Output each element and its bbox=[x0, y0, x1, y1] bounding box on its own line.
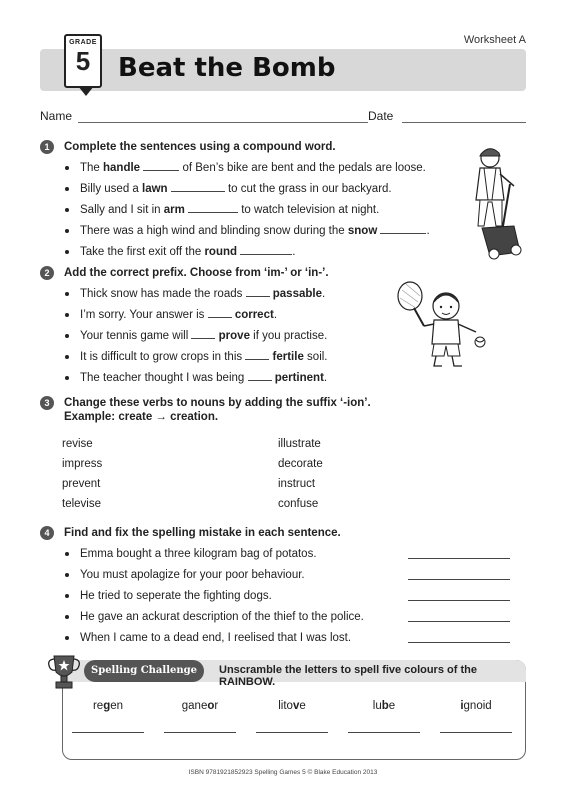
letters: lito bbox=[278, 700, 293, 712]
footer-isbn: ISBN 9781921852923 Spelling Games 5 © Blake Education 2013 bbox=[188, 769, 378, 776]
answer-blank[interactable] bbox=[240, 245, 292, 255]
verb-item bbox=[62, 438, 114, 450]
letters: gnoid bbox=[463, 700, 492, 712]
q2-sentence bbox=[40, 370, 526, 391]
sentence-text: Billy used a bbox=[80, 183, 143, 195]
q3-heading bbox=[40, 396, 526, 424]
first-letter: b bbox=[381, 700, 389, 712]
trophy-icon bbox=[44, 652, 84, 692]
sentence-text: The bbox=[80, 162, 104, 174]
correction-line[interactable] bbox=[408, 642, 510, 643]
q1-number: 1 bbox=[40, 140, 54, 154]
verb-item bbox=[278, 498, 330, 510]
prefix-blank[interactable] bbox=[191, 329, 215, 339]
sentence-text: He tried to seperate the fighting dogs. bbox=[80, 590, 272, 602]
date-label: Date bbox=[368, 109, 394, 123]
q4-sentence bbox=[40, 588, 526, 609]
q1-sentence bbox=[40, 181, 526, 202]
sentence-text: to cut the grass in our backyard. bbox=[224, 183, 392, 195]
sentence-text: He gave an ackurat description of the thief to the police. bbox=[80, 611, 364, 623]
colour-answer-line[interactable] bbox=[348, 732, 420, 733]
letters: gane bbox=[181, 700, 208, 712]
keyword: prove bbox=[218, 330, 250, 342]
colour-answer-line[interactable] bbox=[164, 732, 236, 733]
spelling-challenge-label: Spelling Challenge bbox=[84, 660, 204, 682]
sentence-text: of Ben’s bike are bent and the pedals are loose. bbox=[179, 162, 426, 174]
verb-item bbox=[62, 458, 114, 470]
scrambled-word bbox=[160, 700, 240, 712]
sentence-text: . bbox=[323, 372, 328, 384]
letters: e bbox=[299, 700, 306, 712]
man-mowing-lawn-illustration bbox=[462, 140, 532, 260]
keyword: lawn bbox=[142, 183, 168, 195]
sentence-text: There was a high wind and blinding snow during the bbox=[80, 225, 348, 237]
sentence-text: if you practise. bbox=[249, 330, 328, 342]
keyword: handle bbox=[103, 162, 141, 174]
prefix-blank[interactable] bbox=[246, 287, 270, 297]
q1-heading bbox=[40, 140, 526, 154]
verb-word: televise bbox=[62, 498, 101, 510]
name-field[interactable] bbox=[78, 122, 368, 123]
q4-sentence bbox=[40, 630, 526, 651]
letters: re bbox=[92, 700, 104, 712]
verb-word: confuse bbox=[278, 498, 319, 510]
correction-line[interactable] bbox=[408, 579, 510, 580]
letters: en bbox=[110, 700, 124, 712]
q4-sentence bbox=[40, 567, 526, 588]
q1-sentence bbox=[40, 160, 526, 181]
keyword: fertile bbox=[272, 351, 304, 363]
q2-heading bbox=[40, 266, 526, 280]
letters: lu bbox=[372, 700, 382, 712]
keyword: arm bbox=[163, 204, 185, 216]
sentence-text: It is difficult to grow crops in this bbox=[80, 351, 246, 363]
name-date-row bbox=[40, 109, 526, 125]
first-letter: v bbox=[292, 700, 300, 712]
letters: r bbox=[214, 700, 219, 712]
worksheet-label: Worksheet A bbox=[463, 34, 526, 46]
sentence-text: You must apolagize for your poor behaviour. bbox=[80, 569, 305, 581]
question-1 bbox=[40, 140, 526, 265]
verb-word: impress bbox=[62, 458, 103, 470]
question-3 bbox=[40, 396, 526, 518]
name-label: Name bbox=[40, 109, 73, 123]
sentence-text: . bbox=[273, 309, 278, 321]
q1-instruction: Complete the sentences using a compound word. bbox=[64, 141, 336, 153]
sentence-text: When I came to a dead end, I reelised that I was lost. bbox=[80, 632, 352, 644]
q1-sentence bbox=[40, 244, 526, 265]
first-letter: o bbox=[207, 700, 215, 712]
q4-sentence bbox=[40, 546, 526, 567]
word-row bbox=[40, 438, 526, 458]
verb-item bbox=[278, 458, 330, 470]
answer-blank[interactable] bbox=[380, 224, 426, 234]
answer-blank[interactable] bbox=[188, 203, 238, 213]
sentence-text: . bbox=[292, 246, 296, 258]
q1-list bbox=[40, 160, 526, 265]
keyword: snow bbox=[347, 225, 378, 237]
colour-answer-line[interactable] bbox=[256, 732, 328, 733]
q3-instruction: Change these verbs to nouns by adding the suffix ‘-ion’. bbox=[64, 397, 371, 409]
prefix-blank[interactable] bbox=[208, 308, 232, 318]
grade-word: GRADE bbox=[69, 39, 97, 46]
sentence-text: to watch television at night. bbox=[238, 204, 380, 216]
spelling-challenge-header bbox=[44, 660, 526, 688]
q1-sentence bbox=[40, 223, 526, 244]
verb-word: decorate bbox=[278, 458, 323, 470]
sentence-text: The teacher thought I was being bbox=[80, 372, 248, 384]
verb-word: revise bbox=[62, 438, 93, 450]
verb-item bbox=[278, 438, 330, 450]
keyword: pertinent bbox=[274, 372, 324, 384]
word-row bbox=[40, 478, 526, 498]
verb-word: prevent bbox=[62, 478, 101, 490]
correction-line[interactable] bbox=[408, 558, 510, 559]
verb-item bbox=[278, 478, 330, 490]
grade-badge bbox=[64, 34, 102, 88]
sentence-text: Take the first exit off the bbox=[80, 246, 205, 258]
scrambled-word bbox=[68, 700, 148, 712]
sentence-text: . bbox=[322, 288, 326, 300]
colour-answer-line[interactable] bbox=[72, 732, 144, 733]
sentence-text: Sally and I sit in bbox=[80, 204, 164, 216]
scrambled-word bbox=[344, 700, 424, 712]
verb-word: instruct bbox=[278, 478, 316, 490]
q2-number: 2 bbox=[40, 266, 54, 280]
keyword: passable bbox=[272, 288, 322, 300]
q3-word-grid bbox=[40, 438, 526, 518]
q4-list bbox=[40, 546, 526, 651]
keyword: round bbox=[204, 246, 238, 258]
correction-line[interactable] bbox=[408, 621, 510, 622]
boy-with-tennis-racquet-illustration bbox=[394, 280, 490, 372]
sentence-text: Emma bought a three kilogram bag of potatos. bbox=[80, 548, 317, 560]
first-letter: g bbox=[103, 700, 111, 712]
letters: e bbox=[388, 700, 396, 712]
colour-answer-line[interactable] bbox=[440, 732, 512, 733]
sentence-text: I’m sorry. Your answer is bbox=[80, 309, 208, 321]
question-4 bbox=[40, 526, 526, 651]
answer-blank[interactable] bbox=[143, 161, 179, 171]
verb-item bbox=[62, 498, 114, 510]
q1-sentence bbox=[40, 202, 526, 223]
spelling-challenge-instruction: Unscramble the letters to spell five colours of the RAINBOW. bbox=[219, 664, 477, 688]
sentence-text: . bbox=[426, 225, 430, 237]
word-row bbox=[40, 498, 526, 518]
prefix-blank[interactable] bbox=[248, 371, 272, 381]
keyword: correct bbox=[234, 309, 274, 321]
sentence-text: Your tennis game will bbox=[80, 330, 192, 342]
answer-blank[interactable] bbox=[171, 182, 225, 192]
q4-sentence bbox=[40, 609, 526, 630]
q4-number: 4 bbox=[40, 526, 54, 540]
correction-line[interactable] bbox=[408, 600, 510, 601]
verb-item bbox=[62, 478, 114, 490]
q3-example: Example: create → creation. bbox=[64, 411, 219, 423]
prefix-blank[interactable] bbox=[245, 350, 269, 360]
q2-instruction: Add the correct prefix. Choose from ‘im-’ or ‘in-’. bbox=[64, 267, 329, 279]
sentence-text: Thick snow has made the roads bbox=[80, 288, 246, 300]
word-row bbox=[40, 458, 526, 478]
scrambled-word bbox=[252, 700, 332, 712]
q4-instruction: Find and fix the spelling mistake in each sentence. bbox=[64, 527, 341, 539]
grade-number: 5 bbox=[75, 46, 91, 76]
q3-number: 3 bbox=[40, 396, 54, 410]
first-letter: i bbox=[460, 700, 464, 712]
verb-word: illustrate bbox=[278, 438, 321, 450]
scrambled-word bbox=[436, 700, 516, 712]
q4-heading bbox=[40, 526, 526, 540]
sentence-text: soil. bbox=[303, 351, 328, 363]
date-field[interactable] bbox=[402, 122, 526, 123]
page-title: Beat the Bomb bbox=[118, 53, 336, 83]
